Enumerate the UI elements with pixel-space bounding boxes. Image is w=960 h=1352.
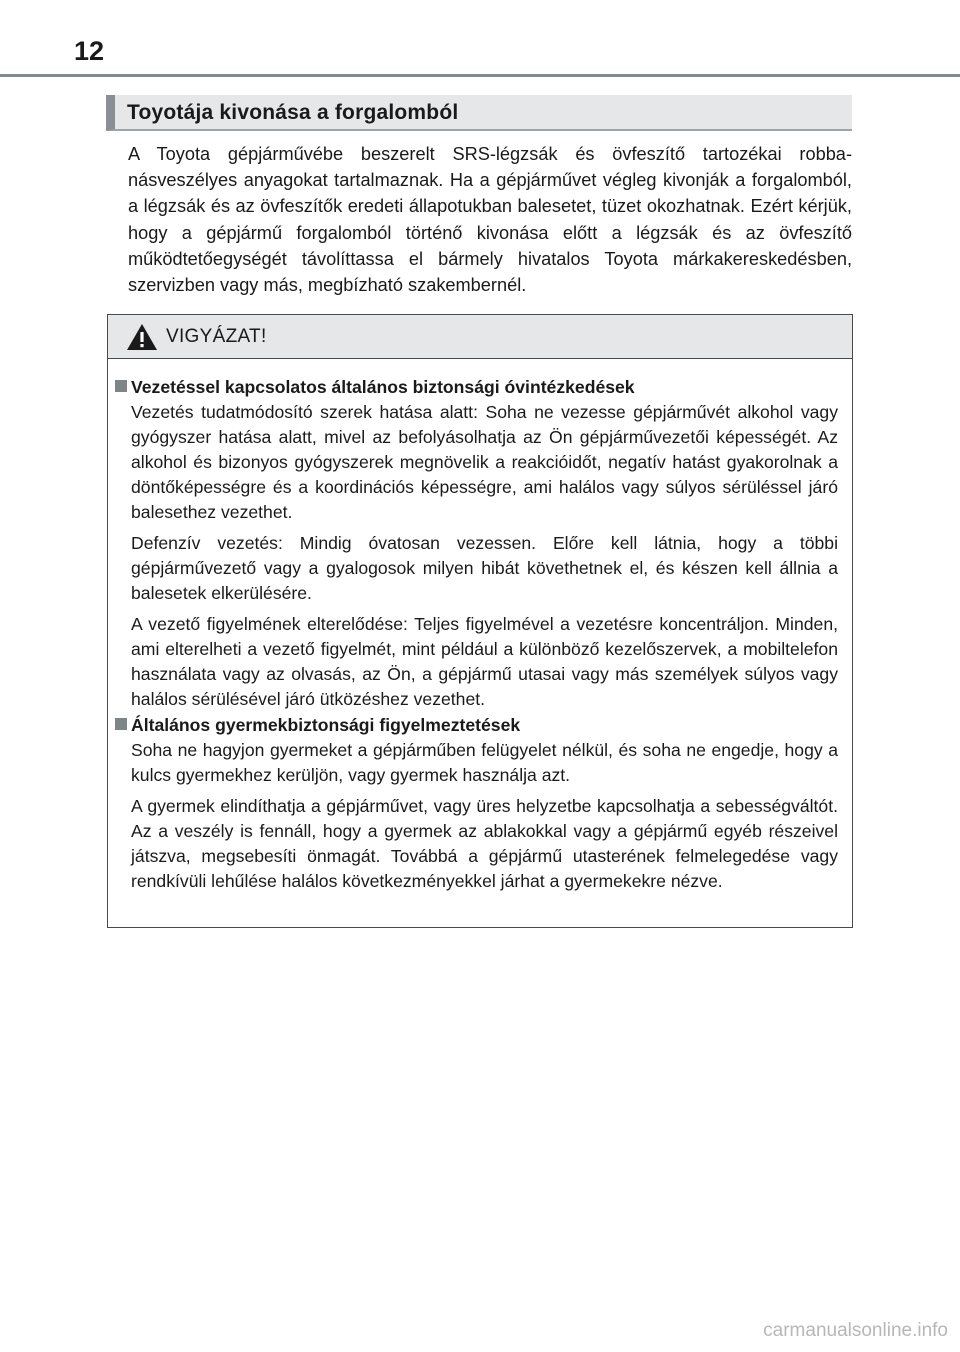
square-bullet-icon [115, 380, 127, 392]
subheading-text: Általános gyermekbiztonsági figyelmeztetések [131, 715, 521, 735]
warning-body [108, 375, 852, 894]
square-bullet-icon [115, 718, 127, 730]
intro-paragraph: A Toyota gépjárművébe beszerelt SRS-légzsák és övfeszítő tartozékai robbanásveszélyes anyagokat tartalmaznak. Ha a gépjárművet végleg kivonják a forgalomból, a légzsák és az övfeszítők eredeti állapotukban balesetet, tüzet okozhatnak. Ezért kérjük, hogy a gépjármű forgalomból történő kivonása előtt a légzsák és az övfeszítő működtetőegységét távolíttassa el bármely hivatalos Toyota márkakereskedésben, szervizben vagy más, megbízható szakembernél. [128, 144, 852, 296]
paragraph-child-unattended: Soha ne hagyjon gyermeket a gépjárműben felügyelet nélkül, és soha ne engedje, hogy a kulcs gyermekhez kerüljön, vagy gyermek használja azt. [131, 740, 838, 785]
subheading-text: Vezetéssel kapcsolatos általános biztonsági óvintézkedések [131, 377, 635, 397]
subheading-child-safety [114, 713, 852, 738]
page-number: 12 [74, 36, 105, 66]
watermark: carmanualsonline.info [763, 1320, 948, 1341]
paragraph-child-risks: A gyermek elindíthatja a gépjárművet, vagy üres helyzetbe kapcsolhatja a sebességváltót. Az a veszély is fennáll, hogy a gyermek az ablakokkal vagy a gépjármű egyéb részeivel játszva, megsebesíti önmagát. Továbbá a gépjármű utasterének felmelegedése vagy rendkívüli lehűlése halálos következményekkel járhat a gyermekekre nézve. [131, 796, 838, 891]
section-title: Toyotája kivonása a forgalomból [127, 101, 459, 124]
header-rule [0, 74, 960, 77]
paragraph-defensive-driving: Defenzív vezetés: Mindig óvatosan vezessen. Előre kell látnia, hogy a többi gépjárművezető vagy a gyalogosok milyen hibát követhetnek el, és készen kell állnia a balesetek elkerülésére. [131, 533, 838, 603]
warning-header [108, 315, 852, 359]
paragraph-impaired-driving: Vezetés tudatmódosító szerek hatása alatt: Soha ne vezesse gépjárművét alkohol vagy gyógyszer hatása alatt, mivel az befolyásolhatja az Ön gépjárművezetői képességét. Az alkohol és bizonyos gyógyszerek megnövelik a reakcióidőt, negatív hatást gyakorolnak a döntőképességre és a koordinációs képességre, ami halálos vagy súlyos sérüléssel járó balesethez vezethet. [131, 402, 838, 522]
warning-triangle-icon [126, 323, 158, 351]
paragraph-distraction: A vezető figyelmének elterelődése: Teljes figyelmével a vezetésre koncentráljon. Minden, ami elterelheti a vezető figyelmét, mint például a különböző kezelőszervek, a mobiltelefon használata vagy az olvasás, az Ön, a gépjármű utasai vagy más személyek súlyos vagy halálos sérülésével járó ütközéshez vezethet. [131, 614, 838, 709]
warning-box [107, 314, 853, 928]
section-title-bar [106, 95, 852, 131]
warning-title: VIGYÁZAT! [166, 326, 267, 347]
subheading-driving-safety [114, 375, 852, 400]
